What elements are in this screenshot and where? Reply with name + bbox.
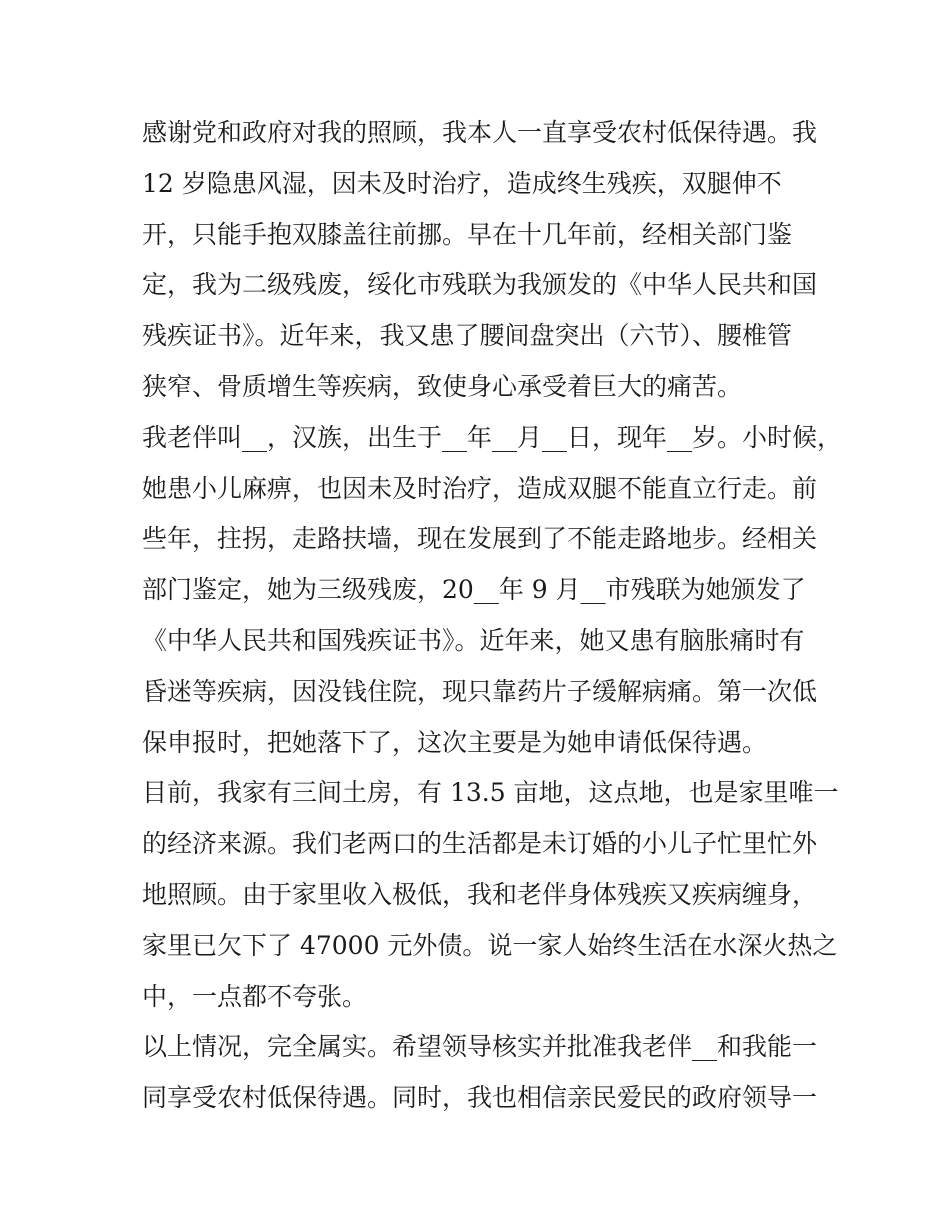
- text-line: 地照顾。由于家里收入极低，我和老伴身体残疾又疾病缠身，: [142, 879, 818, 909]
- text-line: 昏迷等疾病，因没钱住院，现只靠药片子缓解病痛。第一次低: [142, 676, 818, 706]
- text-line: 保申报时，把她落下了，这次主要是为她申请低保待遇。: [142, 727, 768, 757]
- text-line: 感谢党和政府对我的照顾，我本人一直享受农村低保待遇。我: [142, 118, 818, 147]
- text-line: 同享受农村低保待遇。同时，我也相信亲民爱民的政府领导一: [142, 1083, 818, 1113]
- text-line: 以上情况，完全属实。希望领导核实并批准我老伴__和我能一: [142, 1032, 818, 1062]
- text-line: 残疾证书》。近年来，我又患了腰间盘突出（六节）、腰椎管: [142, 321, 793, 351]
- text-line: 中，一点都不夸张。: [142, 981, 368, 1011]
- text-line: 部门鉴定，她为三级残废，20__年 9 月__市残联为她颁发了: [142, 575, 806, 605]
- text-line: 定，我为二级残废，绥化市残联为我颁发的《中华人民共和国: [142, 270, 818, 300]
- text-line: 狭窄、骨质增生等疾病，致使身心承受着巨大的痛苦。: [142, 371, 743, 401]
- text-line: 目前，我家有三间土房，有 13.5 亩地，这点地，也是家里唯一: [142, 778, 839, 808]
- text-line: 家里已欠下了 47000 元外债。说一家人始终生活在水深火热之: [142, 930, 838, 960]
- body-text: [142, 108, 843, 1124]
- text-line: 《中华人民共和国残疾证书》。近年来，她又患有脑胀痛时有: [142, 625, 805, 655]
- text-line: 她患小儿麻痹，也因未及时治疗，造成双腿不能直立行走。前: [142, 473, 818, 503]
- text-line: 我老伴叫__，汉族，出生于__年__月__日，现年__岁。小时候，: [142, 422, 843, 452]
- text-line: 的经济来源。我们老两口的生活都是未订婚的小儿子忙里忙外: [142, 829, 818, 859]
- text-line: 些年，拄拐，走路扶墙，现在发展到了不能走路地步。经相关: [142, 524, 818, 554]
- text-line: 开，只能手抱双膝盖往前挪。早在十几年前，经相关部门鉴: [142, 219, 793, 249]
- text-line: 12 岁隐患风湿，因未及时治疗，造成终生残疾，双腿伸不: [142, 168, 782, 198]
